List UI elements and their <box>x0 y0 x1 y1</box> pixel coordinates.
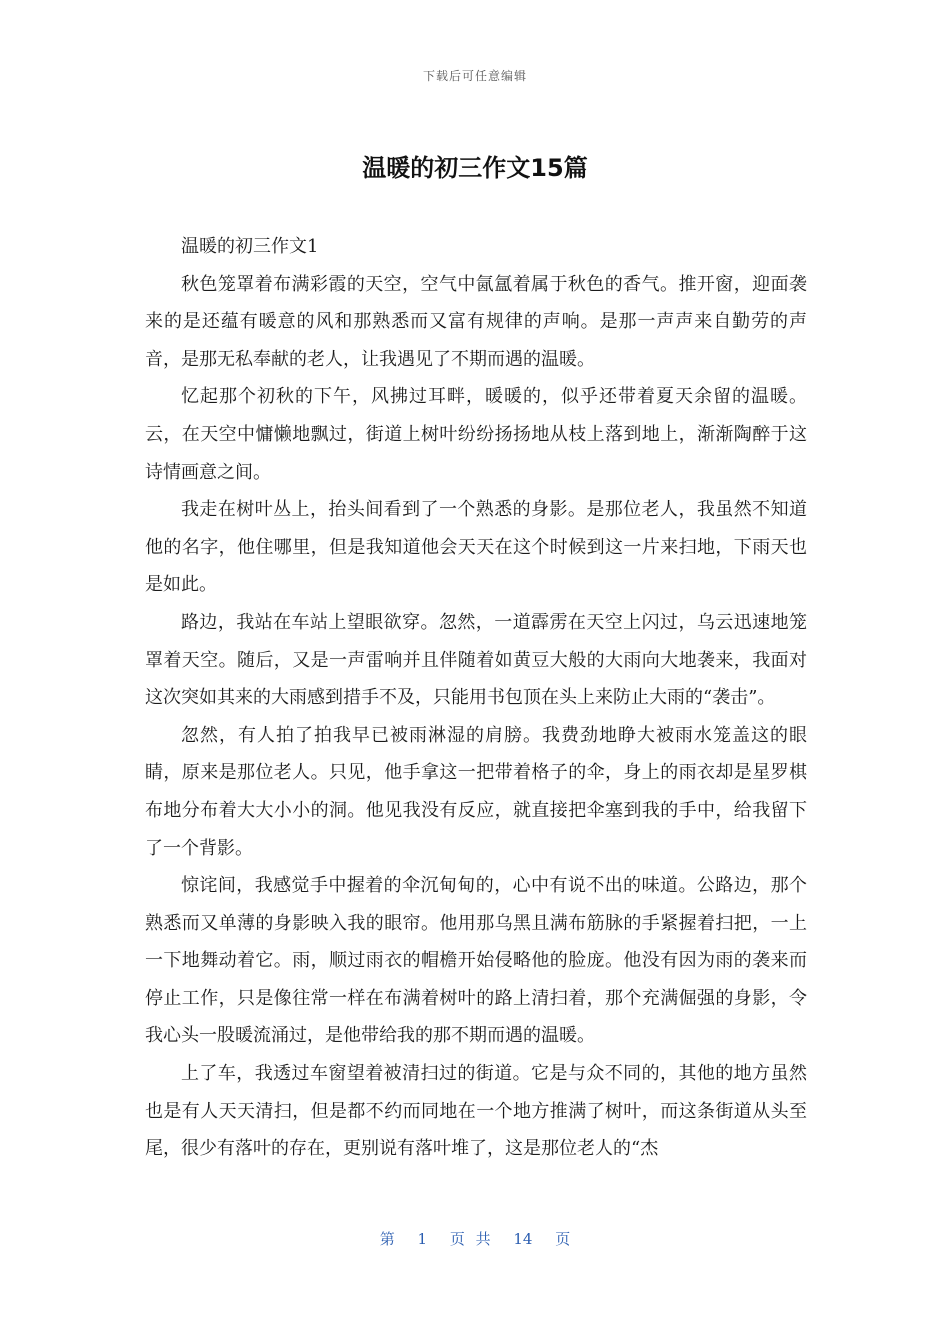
paragraph: 惊诧间，我感觉手中握着的伞沉甸甸的，心中有说不出的味道。公路边，那个熟悉而又单薄的身影映入我的眼帘。他用那乌黑且满布筋脉的手紧握着扫把，一上一下地舞动着它。雨，顺过雨衣的帽檐开始侵略他的脸庞。他没有因为雨的袭来而停止工作，只是像往常一样在布满着树叶的路上清扫着，那个充满倔强的身影，令我心头一股暖流涌过，是他带给我的那不期而遇的温暖。 <box>145 875 807 1047</box>
footer-word-page: 第 <box>379 1230 395 1248</box>
footer-total-pages: 14 <box>513 1230 533 1248</box>
paragraph: 忆起那个初秋的下午，风拂过耳畔，暖暖的，似乎还带着夏天余留的温暖。云，在天空中慵懒地飘过，街道上树叶纷纷扬扬地从枝上落到地上，渐渐陶醉于这诗情画意之间。 <box>145 386 807 483</box>
section-heading: 温暖的初三作文1 <box>181 236 319 257</box>
paragraph: 忽然，有人拍了拍我早已被雨淋湿的肩膀。我费劲地睁大被雨水笼盖这的眼睛，原来是那位老人。只见，他手拿这一把带着格子的伞，身上的雨衣却是星罗棋布地分布着大大小小的洞。他见我没有反应，就直接把伞塞到我的手中，给我留下了一个背影。 <box>145 724 807 859</box>
header-note: 下载后可任意编辑 <box>422 69 527 83</box>
paragraph: 秋色笼罩着布满彩霞的天空，空气中氤氲着属于秋色的香气。推开窗，迎面袭来的是还蕴有暖意的风和那熟悉而又富有规律的声响。是那一声声来自勤劳的声音，是那无私奉献的老人，让我遇见了不期而遇的温暖。 <box>145 273 807 370</box>
paragraph: 上了车，我透过车窗望着被清扫过的街道。它是与众不同的，其他的地方虽然也是有人天天清扫，但是都不约而同地在一个地方推满了树叶，而这条街道从头至尾，很少有落叶的存在，更别说有落叶堆了，这是那位老人的“杰 <box>145 1063 807 1160</box>
paragraph: 我走在树叶丛上，抬头间看到了一个熟悉的身影。是那位老人，我虽然不知道他的名字，他住哪里，但是我知道他会天天在这个时候到这一片来扫地，下雨天也是如此。 <box>145 499 807 596</box>
document-title: 温暖的初三作文15篇 <box>362 154 588 182</box>
footer-word-of: 页 共 <box>449 1230 491 1248</box>
page-footer <box>0 1228 950 1249</box>
paragraph: 路边，我站在车站上望眼欲穿。忽然，一道霹雳在天空上闪过，乌云迅速地笼罩着天空。随后，又是一声雷响并且伴随着如黄豆大般的大雨向大地袭来，我面对这次突如其来的大雨感到措手不及，只能用书包顶在头上来防止大雨的“袭击”。 <box>145 611 807 709</box>
footer-word-pages: 页 <box>555 1230 571 1248</box>
document-body <box>145 228 807 1168</box>
footer-current-page: 1 <box>417 1230 428 1248</box>
